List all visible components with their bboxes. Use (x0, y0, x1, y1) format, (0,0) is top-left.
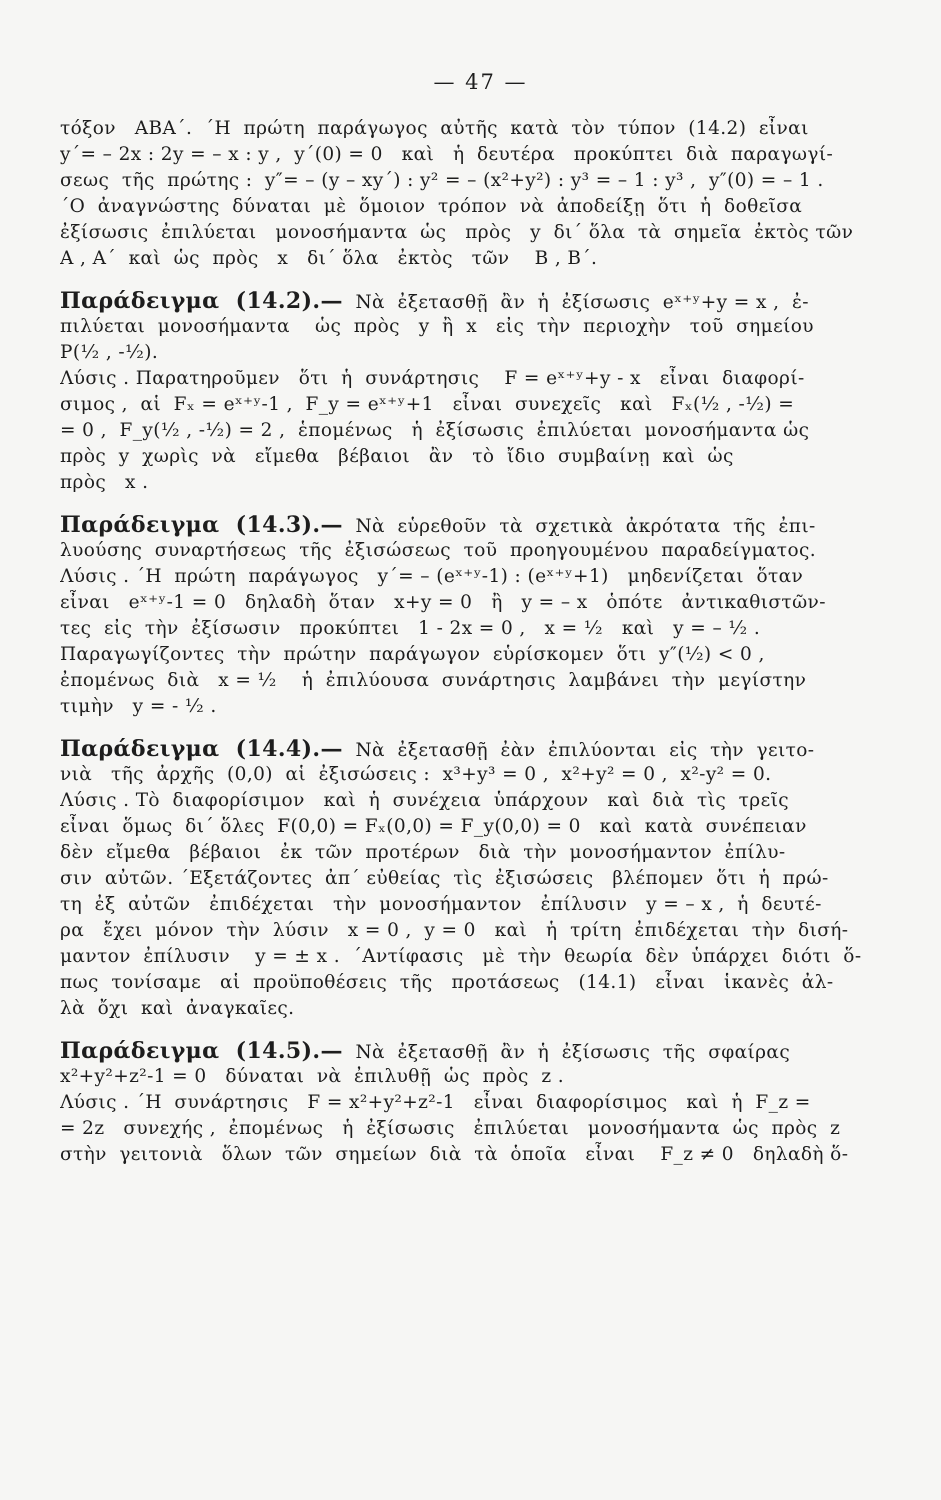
text-line: σιν αὐτῶν. ΄Εξετάζοντες ἀπ΄ εὐθείας τὶς ἐξισώσεις βλέπομεν ὅτι ἡ πρώ- (60, 868, 829, 889)
example-heading: Παράδειγμα (14.4).— (60, 736, 343, 762)
text-line: στὴν γειτονιὰ ὅλων τῶν σημείων διὰ τὰ ὁποῖα εἶναι F_z ≠ 0 δηλαδὴ ὅ- (60, 1144, 849, 1165)
text-line: ΄Ο ἀναγνώστης δύναται μὲ ὅμοιον τρόπον νὰ ἀποδείξῃ ὅτι ἡ δοθεῖσα (60, 196, 803, 217)
text-line: Λύσις . ΄Η συνάρτησις F = x²+y²+z²-1 εἶναι διαφορίσιμος καὶ ἡ F_z = (60, 1092, 811, 1113)
text-line: y΄= – 2x : 2y = – x : y , y΄(0) = 0 καὶ ἡ δευτέρα προκύπτει διὰ παραγωγί- (60, 144, 834, 165)
text-line: πρὸς x . (60, 472, 149, 493)
text-line: Λύσις . ΄Η πρώτη παράγωγος y΄= – (eˣ⁺ʸ-1) : (eˣ⁺ʸ+1) μηδενίζεται ὅταν (60, 566, 804, 587)
text-line: ρα ἔχει μόνον τὴν λύσιν x = 0 , y = 0 καὶ ἡ τρίτη ἐπιδέχεται τὴν δισή- (60, 920, 849, 941)
text-line: πιλύεται μονοσήμαντα ὡς πρὸς y ἢ x εἰς τὴν περιοχὴν τοῦ σημείου (60, 316, 814, 337)
text-line: σιμος , αἱ Fₓ = eˣ⁺ʸ-1 , F_y = eˣ⁺ʸ+1 εἶναι συνεχεῖς καὶ Fₓ(¹⁄₂ , -¹⁄₂) = (60, 394, 795, 415)
text-line: ἐξίσωσις ἐπιλύεται μονοσήμαντα ὡς πρὸς y δι΄ ὅλα τὰ σημεῖα ἐκτὸς τῶν (60, 222, 854, 243)
text-block (60, 116, 890, 1168)
text-line: Παράδειγμα (14.3).— Νὰ εὑρεθοῦν τὰ σχετικὰ ἀκρότατα τῆς ἐπι- (60, 512, 816, 538)
text-line: Λύσις . Τὸ διαφορίσιμον καὶ ἡ συνέχεια ὑπάρχουν καὶ διὰ τὶς τρεῖς (60, 790, 789, 811)
text-line: x²+y²+z²-1 = 0 δύναται νὰ ἐπιλυθῇ ὡς πρὸς z . (60, 1066, 565, 1087)
example-heading: Παράδειγμα (14.5).— (60, 1038, 343, 1064)
example-heading: Παράδειγμα (14.3).— (60, 512, 343, 538)
text-line: πως τονίσαμε αἱ προϋποθέσεις τῆς προτάσεως (14.1) εἶναι ἱκανὲς ἀλ- (60, 972, 834, 993)
text-line: εἶναι ὅμως δι΄ ὅλες F(0,0) = Fₓ(0,0) = F_y(0,0) = 0 καὶ κατὰ συνέπειαν (60, 816, 807, 837)
text-line: λὰ ὄχι καὶ ἀναγκαῖες. (60, 998, 295, 1019)
text-line: Παράδειγμα (14.2).— Νὰ ἐξετασθῇ ἂν ἡ ἐξίσωσις eˣ⁺ʸ+y = x , ἐ- (60, 288, 809, 314)
text-line: ἐπομένως διὰ x = ¹⁄₂ ἡ ἐπιλύουσα συνάρτησις λαμβάνει τὴν μεγίστην (60, 670, 807, 691)
text-line: Ρ(¹⁄₂ , -¹⁄₂). (60, 342, 159, 363)
text-line: εἶναι eˣ⁺ʸ-1 = 0 δηλαδὴ ὅταν x+y = 0 ἢ y = – x ὁπότε ἀντικαθιστῶν- (60, 592, 826, 613)
text-line: Παραγωγίζοντες τὴν πρώτην παράγωγον εὑρίσκομεν ὅτι y″(¹⁄₂) < 0 , (60, 644, 765, 665)
text-line: σεως τῆς πρώτης : y″= – (y – xy΄) : y² = – (x²+y²) : y³ = – 1 : y³ , y″(0) = – 1 . (60, 170, 824, 191)
text-line: Παράδειγμα (14.4).— Νὰ ἐξετασθῇ ἐὰν ἐπιλύονται εἰς τὴν γειτο- (60, 736, 815, 762)
text-line: πρὸς y χωρὶς νὰ εἴμεθα βέβαιοι ἂν τὸ ἴδιο συμβαίνῃ καὶ ὡς (60, 446, 734, 467)
text-line: Λύσις . Παρατηροῦμεν ὅτι ἡ συνάρτησις F = eˣ⁺ʸ+y - x εἶναι διαφορί- (60, 368, 805, 389)
text-line: λυούσης συναρτήσεως τῆς ἐξισώσεως τοῦ προηγουμένου παραδείγματος. (60, 540, 817, 561)
example-heading: Παράδειγμα (14.2).— (60, 288, 343, 314)
text-line: = 0 , F_y(¹⁄₂ , -¹⁄₂) = 2 , ἑπομένως ἡ ἐξίσωσις ἐπιλύεται μονοσήμαντα ὡς (60, 420, 810, 441)
page-number: — 47 — (433, 70, 528, 94)
text-line: Παράδειγμα (14.5).— Νὰ ἐξετασθῇ ἂν ἡ ἐξίσωσις τῆς σφαίρας (60, 1038, 791, 1064)
text-line: μαντον ἐπίλυσιν y = ± x . ΄Αντίφασις μὲ τὴν θεωρία δὲν ὑπάρχει διότι ὅ- (60, 946, 862, 967)
text-line: = 2z συνεχής , ἐπομένως ἡ ἐξίσωσις ἐπιλύεται μονοσήμαντα ὡς πρὸς z (60, 1118, 841, 1139)
text-line: τόξον ΑΒΑ΄. ΄Η πρώτη παράγωγος αὐτῆς κατὰ τὸν τύπον (14.2) εἶναι (60, 118, 809, 139)
text-line: νιὰ τῆς ἀρχῆς (0,0) αἱ ἐξισώσεις : x³+y³ = 0 , x²+y² = 0 , x²-y² = 0. (60, 764, 772, 785)
text-line: τες εἰς τὴν ἐξίσωσιν προκύπτει 1 - 2x = 0 , x = ¹⁄₂ καὶ y = – ¹⁄₂ . (60, 618, 761, 639)
text-line: τη ἐξ αὐτῶν ἐπιδέχεται τὴν μονοσήμαντον ἐπίλυσιν y = – x , ἡ δευτέ- (60, 894, 822, 915)
text-line: τιμὴν y = - ¹⁄₂ . (60, 696, 217, 717)
text-line: δὲν εἴμεθα βέβαιοι ἐκ τῶν προτέρων διὰ τὴν μονοσήμαντον ἐπίλυ- (60, 842, 786, 863)
text-line: Α , Α΄ καὶ ὡς πρὸς x δι΄ ὅλα ἐκτὸς τῶν Β , Β΄. (60, 248, 598, 269)
